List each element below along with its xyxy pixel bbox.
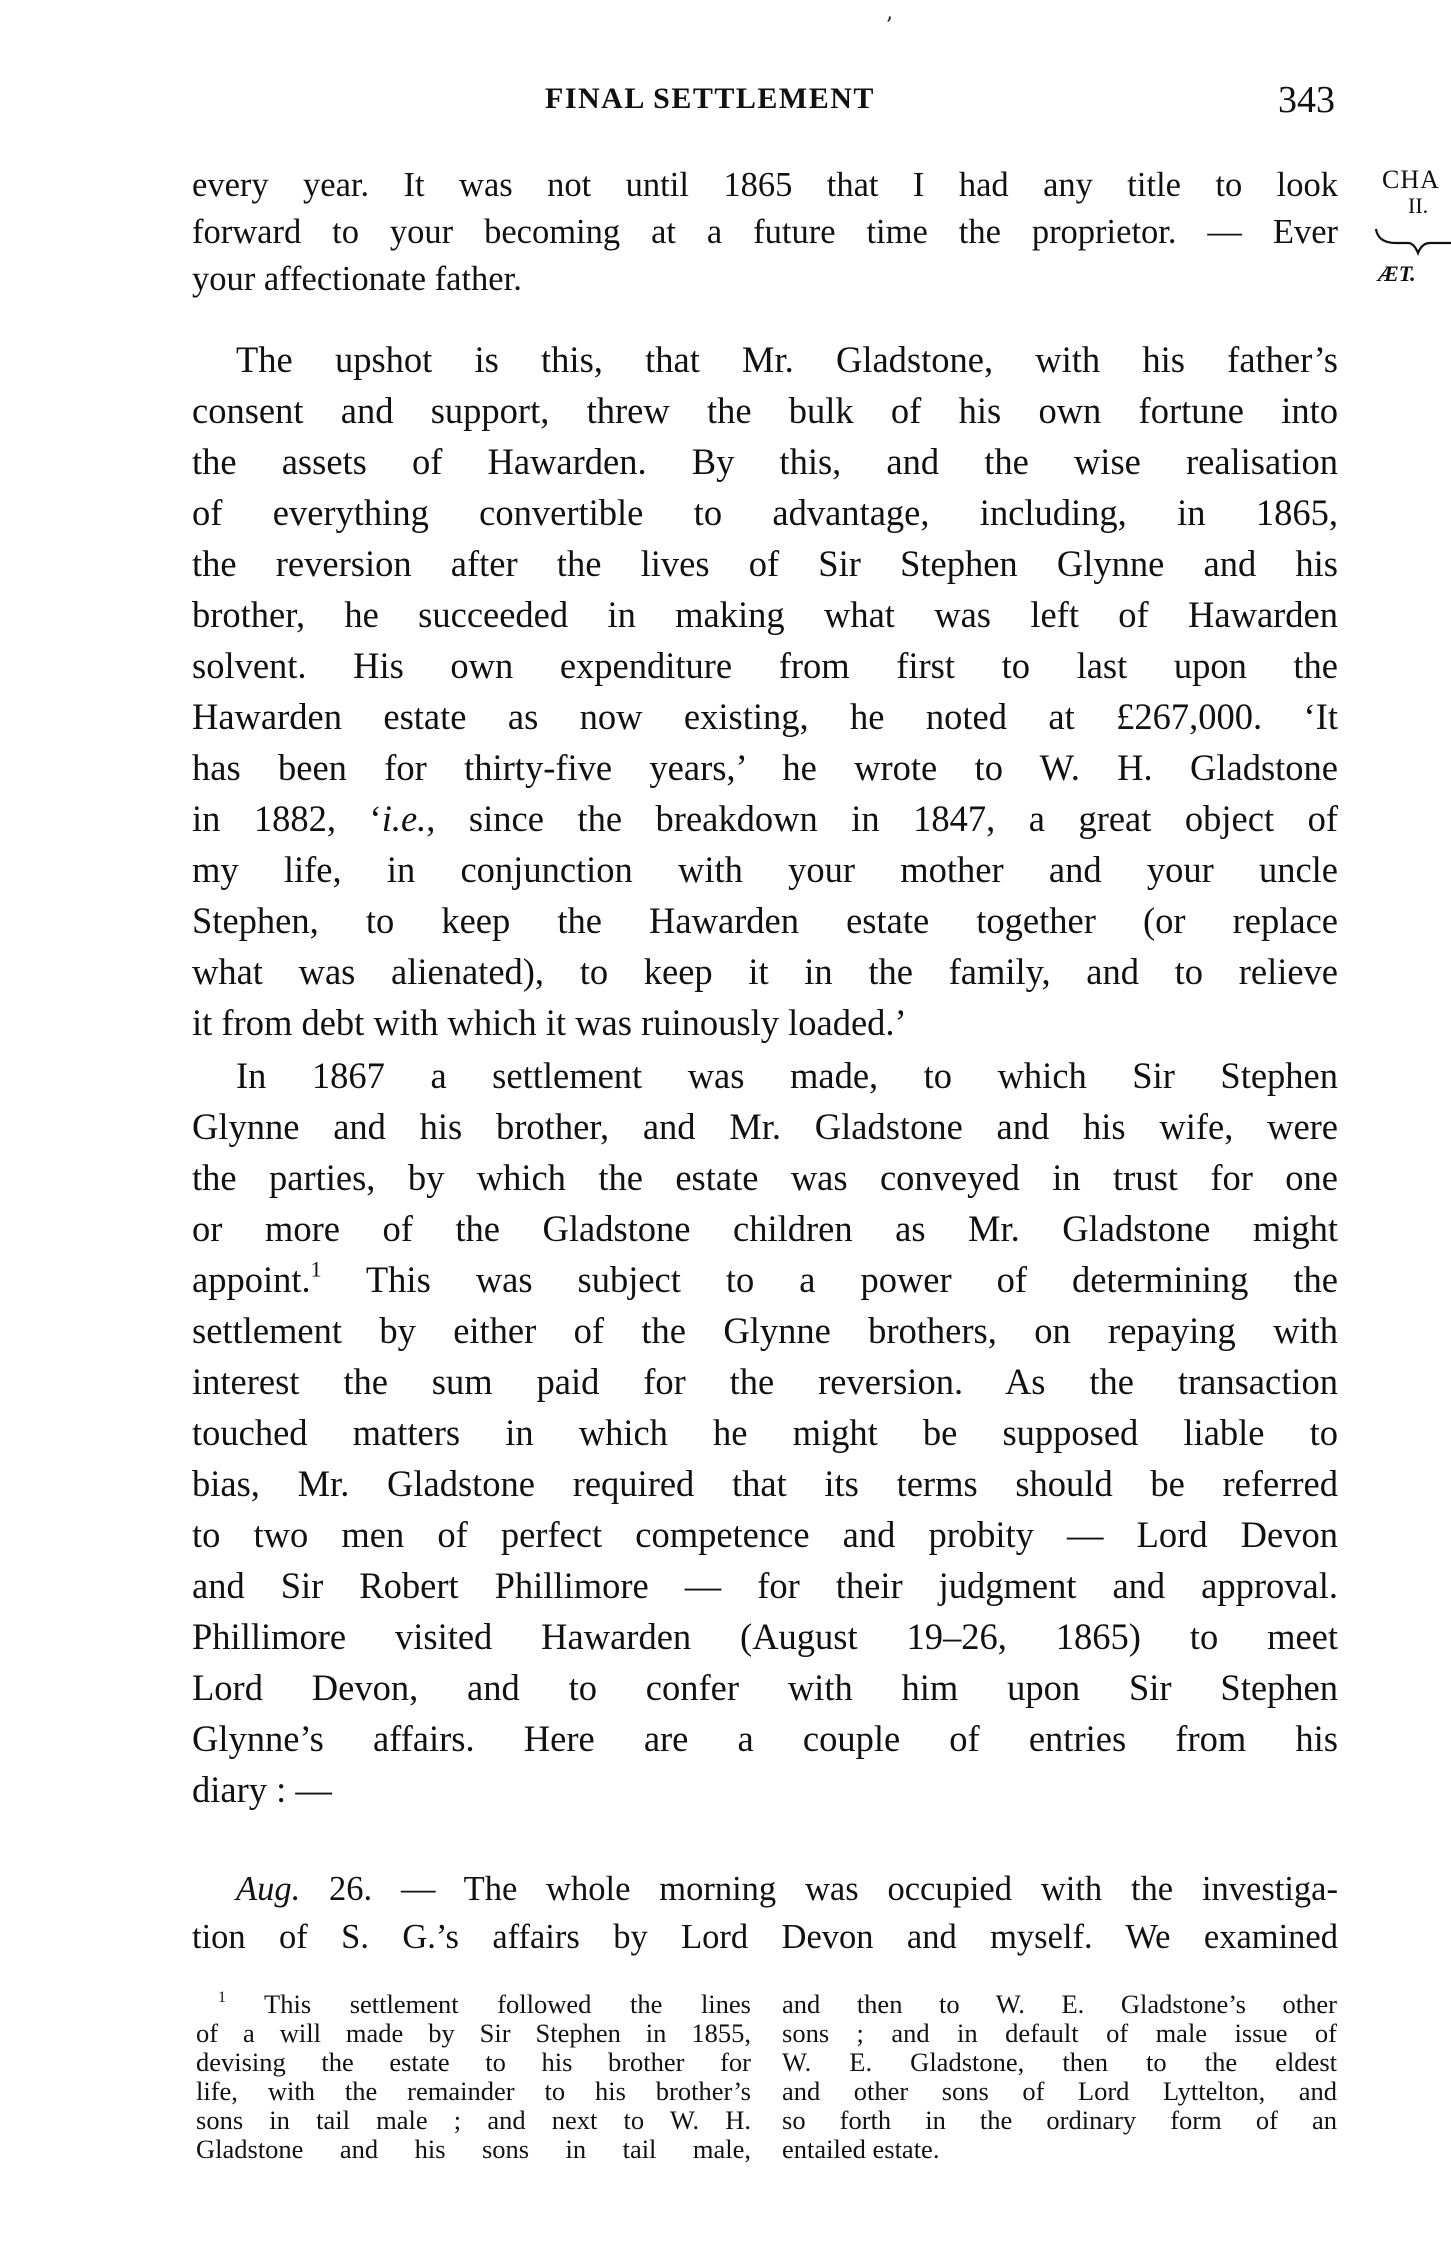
- text-line: devising the estate to his brother for: [196, 2047, 751, 2077]
- text-line: and then to W. E. Gladstone’s other: [782, 1989, 1337, 2019]
- text-line: Stephen, to keep the Hawarden estate together (or replace: [192, 900, 1338, 941]
- letter-closing: [192, 162, 1338, 303]
- text-line: of everything convertible to advantage, including, in 1865,: [192, 492, 1338, 533]
- diary-date: Aug.: [236, 1870, 301, 1908]
- footnote-column-right: [782, 1990, 1337, 2164]
- running-title: FINAL SETTLEMENT: [545, 82, 875, 115]
- text-line: [192, 793, 1338, 844]
- text-line: the assets of Hawarden. By this, and the wise realisation: [192, 441, 1338, 482]
- text-line: Glynne and his brother, and Mr. Gladstone and his wife, were: [192, 1106, 1338, 1147]
- text-line: In 1867 a settlement was made, to which Sir Stephen: [236, 1055, 1338, 1096]
- text-line: Gladstone and his sons in tail male,: [196, 2134, 751, 2164]
- text-line: [192, 1865, 1338, 1913]
- text-line: and Sir Robert Phillimore — for their judgment and approval.: [192, 1565, 1338, 1606]
- text-line: brother, he succeeded in making what was left of Hawarden: [192, 594, 1338, 635]
- text-line: Hawarden estate as now existing, he noted at £267,000. ‘It: [192, 696, 1338, 737]
- text-line: entailed estate.: [782, 2134, 940, 2164]
- diary-entry: [192, 1865, 1338, 1961]
- text-line: [192, 1254, 1338, 1305]
- text-line: every year. It was not until 1865 that I had any title to look: [192, 166, 1338, 204]
- text-line: settlement by either of the Glynne brothers, on repaying with: [192, 1310, 1338, 1351]
- text-run: 26. — The whole morning was occupied with the investiga-: [300, 1870, 1338, 1908]
- text-line: interest the sum paid for the reversion. As the transaction: [192, 1361, 1338, 1402]
- text-line: sons ; and in default of male issue of: [782, 2018, 1337, 2048]
- text-line: [196, 1990, 751, 2019]
- text-line: solvent. His own expenditure from first to last upon the: [192, 645, 1338, 686]
- text-line: Phillimore visited Hawarden (August 19–26, 1865) to meet: [192, 1616, 1338, 1657]
- margin-age-label: ÆT.: [1378, 261, 1416, 286]
- text-run: , since the breakdown in 1847, a great object of: [426, 798, 1339, 839]
- text-line: The upshot is this, that Mr. Gladstone, with his father’s: [236, 339, 1338, 380]
- text-run: This was subject to a power of determining the: [321, 1259, 1338, 1300]
- text-line: to two men of perfect competence and probity — Lord Devon: [192, 1514, 1338, 1555]
- text-line: Lord Devon, and to confer with him upon Sir Stephen: [192, 1667, 1338, 1708]
- italic-abbreviation: i.e.: [381, 798, 427, 839]
- running-head: [0, 78, 1451, 122]
- margin-chapter-number: II.: [1408, 193, 1429, 218]
- text-line: touched matters in which he might be supposed liable to: [192, 1412, 1338, 1453]
- stray-ink-mark: ʼ: [885, 14, 892, 39]
- text-line: life, with the remainder to his brother’s: [196, 2076, 751, 2106]
- text-line: bias, Mr. Gladstone required that its terms should be referred: [192, 1463, 1338, 1504]
- footnote-reference[interactable]: 1: [310, 1256, 322, 1282]
- text-line: my life, in conjunction with your mother and your uncle: [192, 849, 1338, 890]
- text-line: or more of the Gladstone children as Mr. Gladstone might: [192, 1208, 1338, 1249]
- text-line: has been for thirty-five years,’ he wrote to W. H. Gladstone: [192, 747, 1338, 788]
- text-run: appoint.: [192, 1259, 311, 1300]
- text-line: the reversion after the lives of Sir Stephen Glynne and his: [192, 543, 1338, 584]
- curly-brace-icon: [1374, 227, 1451, 257]
- text-run: in 1882, ‘: [192, 798, 382, 839]
- text-line: forward to your becoming at a future time the proprietor. — Ever: [192, 213, 1338, 251]
- text-line: what was alienated), to keep it in the family, and to relieve: [192, 951, 1338, 992]
- footnote-column-left: [196, 1990, 751, 2164]
- footnote-marker: 1: [218, 1988, 226, 2006]
- paragraph-upshot: [192, 334, 1338, 1048]
- text-line: Glynne’s affairs. Here are a couple of entries from his: [192, 1718, 1338, 1759]
- page-number: 343: [1278, 79, 1335, 121]
- paragraph-1867-settlement: [192, 1050, 1338, 1815]
- text-line: and other sons of Lord Lyttelton, and: [782, 2076, 1337, 2106]
- text-line: your affectionate father.: [192, 260, 522, 298]
- margin-chapter-label: CHA: [1382, 165, 1440, 194]
- text-line: consent and support, threw the bulk of his own fortune into: [192, 390, 1338, 431]
- text-line: the parties, by which the estate was conveyed in trust for one: [192, 1157, 1338, 1198]
- text-line: it from debt with which it was ruinously loaded.’: [192, 1002, 907, 1043]
- text-line: diary : —: [192, 1769, 332, 1810]
- text-line: tion of S. G.’s affairs by Lord Devon and myself. We examined: [192, 1918, 1338, 1956]
- text-run: This settlement followed the lines: [225, 1989, 751, 2019]
- text-line: sons in tail male ; and next to W. H.: [196, 2105, 751, 2135]
- text-line: so forth in the ordinary form of an: [782, 2105, 1337, 2135]
- text-line: W. E. Gladstone, then to the eldest: [782, 2047, 1337, 2077]
- text-line: of a will made by Sir Stephen in 1855,: [196, 2018, 751, 2048]
